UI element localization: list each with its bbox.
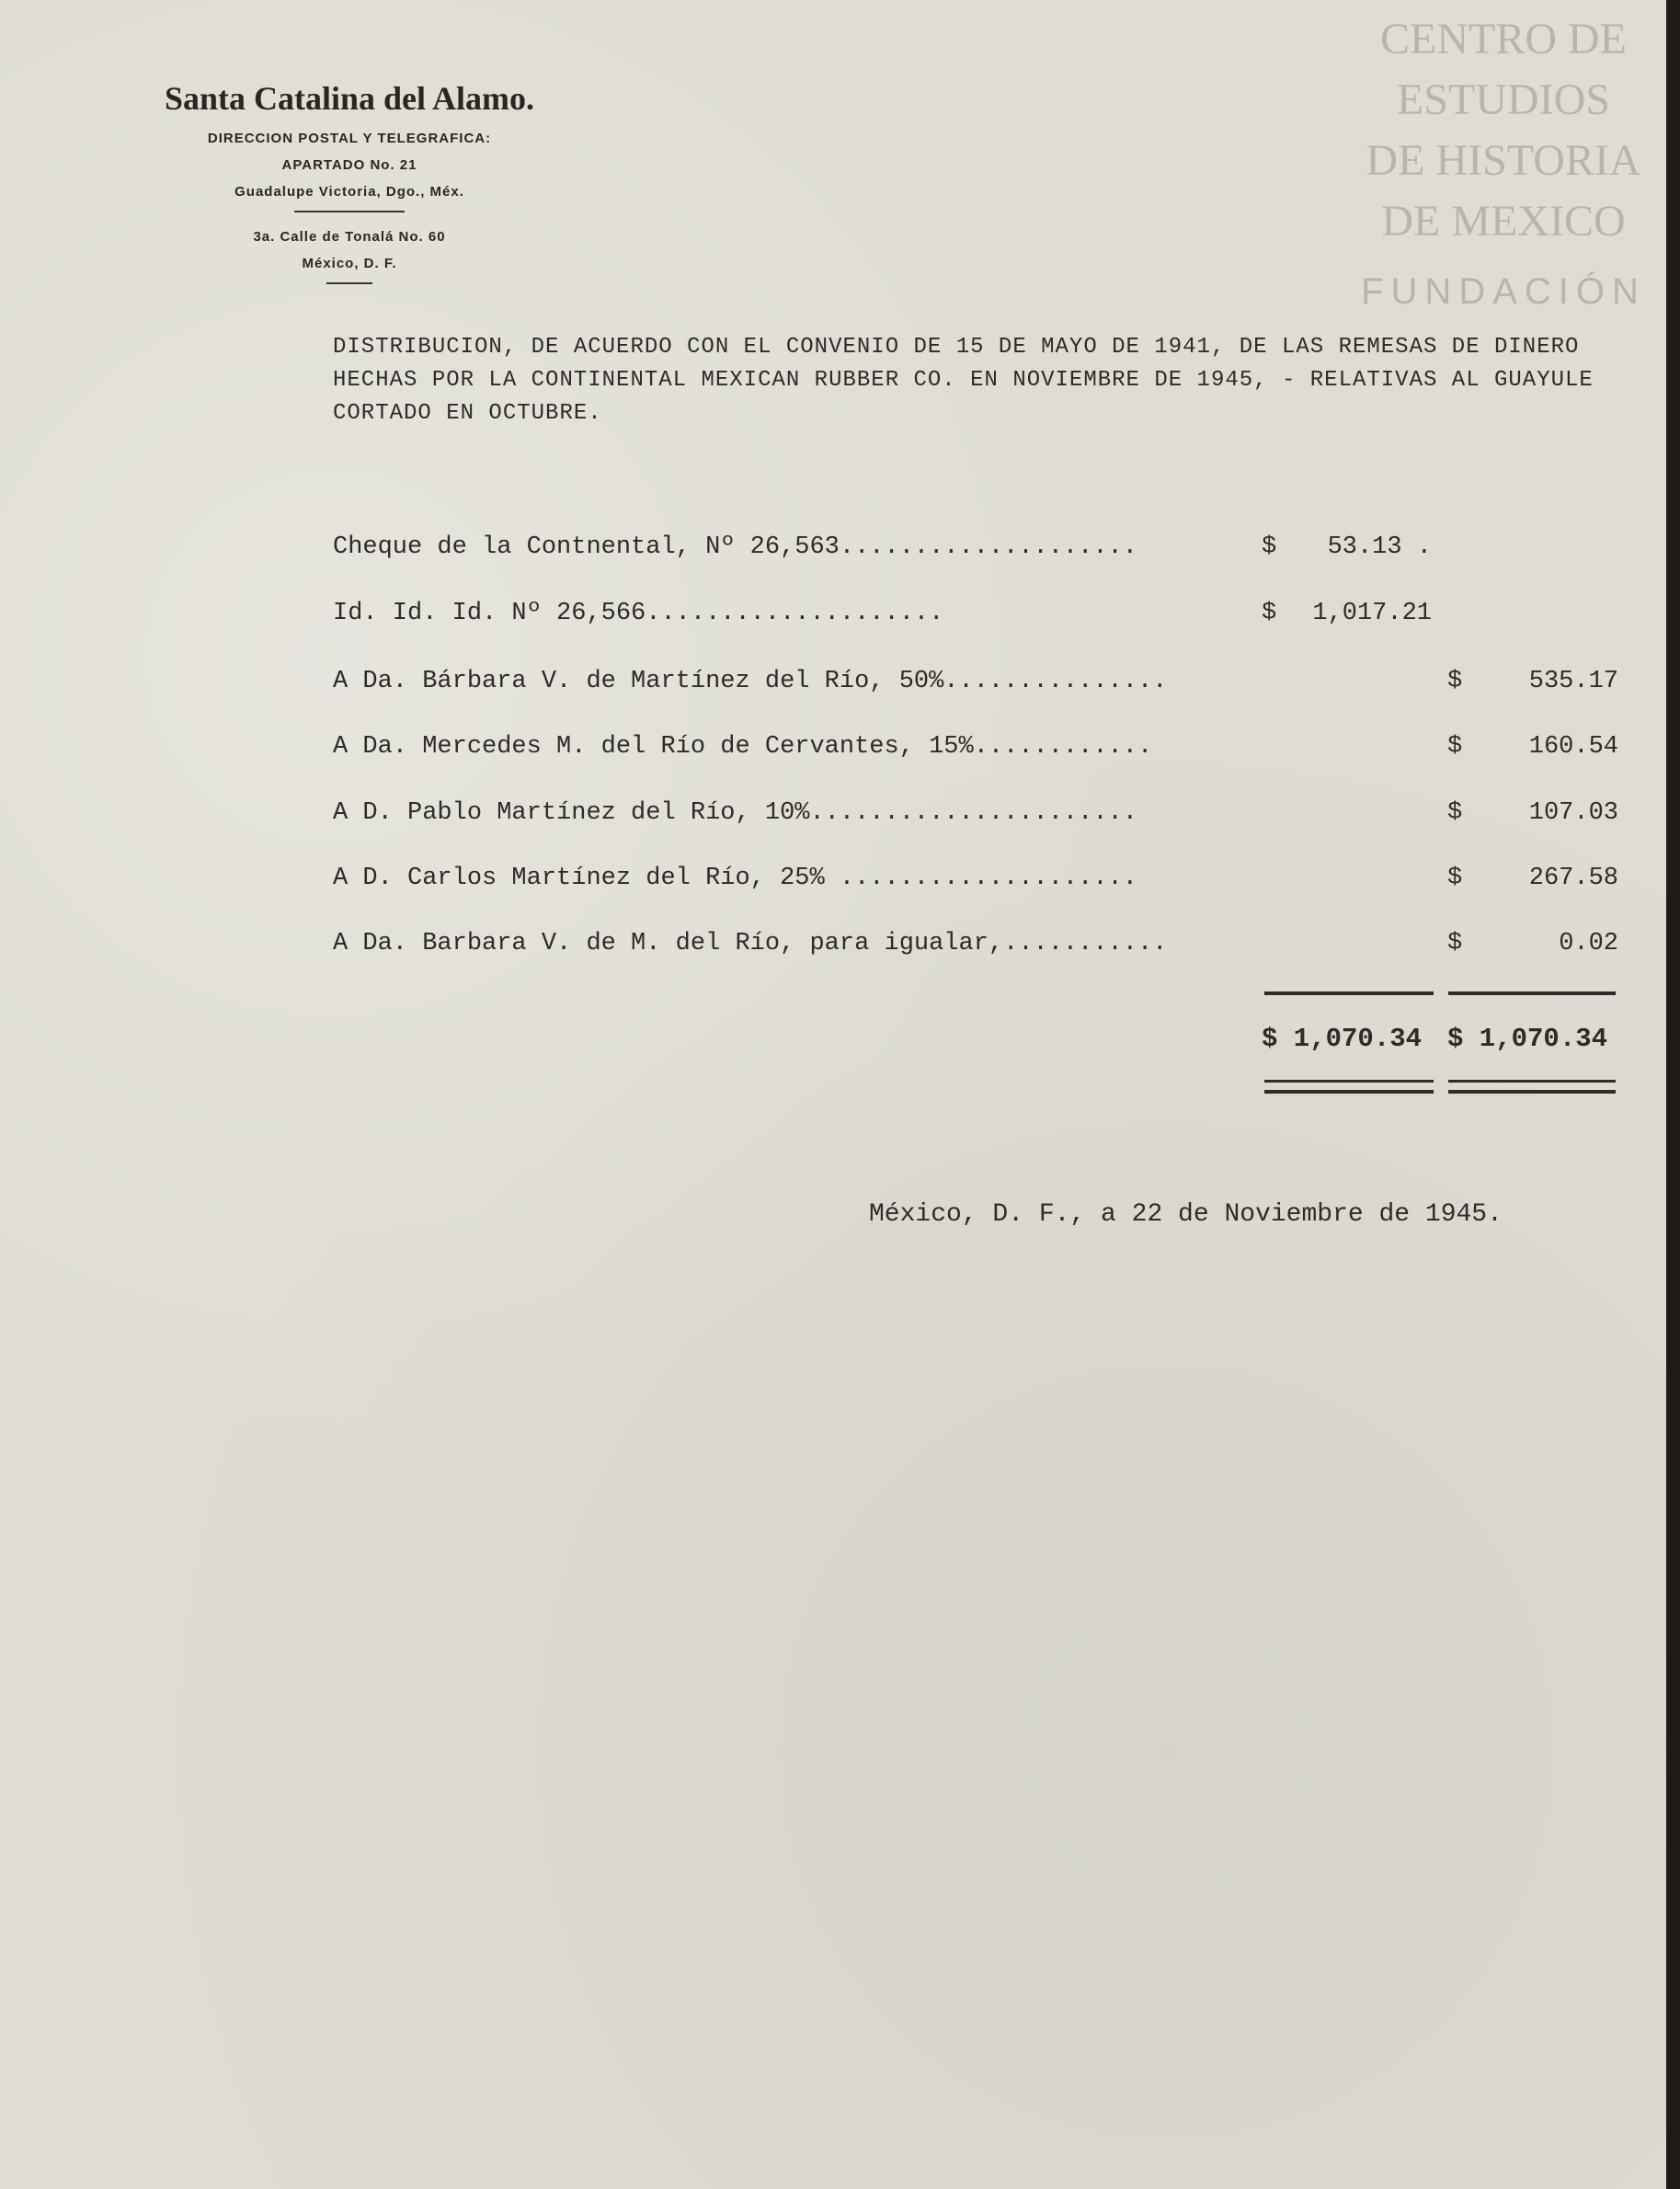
street-address: 3a. Calle de Tonalá No. 60 — [253, 229, 446, 245]
currency-sign: $ — [1447, 865, 1463, 892]
divider-short — [326, 282, 372, 284]
double-rule-left-top — [1264, 1080, 1434, 1083]
watermark-line-2: ESTUDIOS — [1396, 75, 1610, 124]
divider-ornament — [294, 211, 405, 212]
double-rule-left-bottom — [1264, 1090, 1434, 1094]
double-rule-right-bottom — [1448, 1090, 1616, 1094]
archive-watermark — [1347, 9, 1660, 322]
distribution-row — [333, 668, 1620, 705]
watermark-line-1: CENTRO DE — [1380, 15, 1627, 63]
watermark-line-3: DE HISTORIA — [1366, 136, 1641, 185]
po-box: APARTADO No. 21 — [281, 157, 417, 173]
distribution-row — [333, 733, 1620, 770]
mexico-city-line: México, D. F. — [302, 256, 397, 271]
currency-sign: $ — [1447, 799, 1463, 827]
document-heading: DISTRIBUCION, DE ACUERDO CON EL CONVENIO DE 15 DE MAYO DE 1941, DE LAS REMESAS DE DINERO HECHAS POR LA CONTINENTAL MEXICAN RUBBER CO. EN NOVIEMBRE DE 1945, - RELATIVAS AL GUAYULE CORTADO EN OCTUBRE. — [333, 335, 1594, 426]
distribution-amount: 267.58 — [1528, 865, 1618, 892]
distribution-label: A Da. Mercedes M. del Río de Cervantes, 15%............ — [333, 733, 1153, 761]
currency-sign: $ — [1447, 733, 1463, 761]
currency-sign: $ — [1447, 668, 1463, 695]
distribution-label: A Da. Bárbara V. de Martínez del Río, 50%............... — [333, 668, 1168, 695]
check-label: Cheque de la Contnental, Nº 26,563.................... — [333, 533, 1137, 561]
total-left: $ 1,070.34 — [1262, 1024, 1423, 1054]
currency-sign: $ — [1262, 533, 1277, 561]
distribution-amount: 160.54 — [1528, 733, 1618, 761]
check-label: Id. Id. Id. Nº 26,566.................... — [333, 600, 944, 627]
distribution-amount: 0.02 — [1559, 930, 1618, 957]
distribution-amount: 535.17 — [1528, 668, 1618, 695]
postal-address-label: DIRECCION POSTAL Y TELEGRAFICA: — [207, 131, 492, 146]
distribution-row — [333, 865, 1620, 901]
currency-sign: $ — [1262, 600, 1277, 627]
check-amount: 53.13 . — [1327, 533, 1432, 561]
check-row — [333, 533, 1620, 570]
distribution-amount: 107.03 — [1528, 799, 1618, 827]
distribution-label: A D. Pablo Martínez del Río, 10%...................... — [333, 799, 1137, 827]
company-name: Santa Catalina del Alamo. — [164, 80, 535, 117]
watermark-line-4: DE MEXICO — [1381, 197, 1626, 246]
letterhead — [83, 79, 616, 284]
currency-sign: $ — [1447, 930, 1463, 957]
date-line: México, D. F., a 22 de Noviembre de 1945. — [869, 1200, 1503, 1229]
distribution-row — [333, 930, 1620, 967]
sum-rule-left — [1264, 991, 1434, 995]
distribution-label: A Da. Barbara V. de M. del Río, para igualar,........... — [333, 930, 1168, 957]
distribution-row — [333, 799, 1620, 836]
distribution-label: A D. Carlos Martínez del Río, 25% .................... — [333, 865, 1137, 892]
scan-edge — [1666, 0, 1680, 2189]
check-amount: 1,017.21 — [1312, 600, 1432, 627]
double-rule-right-top — [1448, 1080, 1616, 1083]
check-row — [333, 600, 1620, 636]
total-right: $ 1,070.34 — [1447, 1024, 1608, 1054]
watermark-line-5: FUNDACIÓN — [1361, 271, 1646, 312]
city-line: Guadalupe Victoria, Dgo., Méx. — [234, 184, 464, 200]
sum-rule-right — [1448, 991, 1616, 995]
